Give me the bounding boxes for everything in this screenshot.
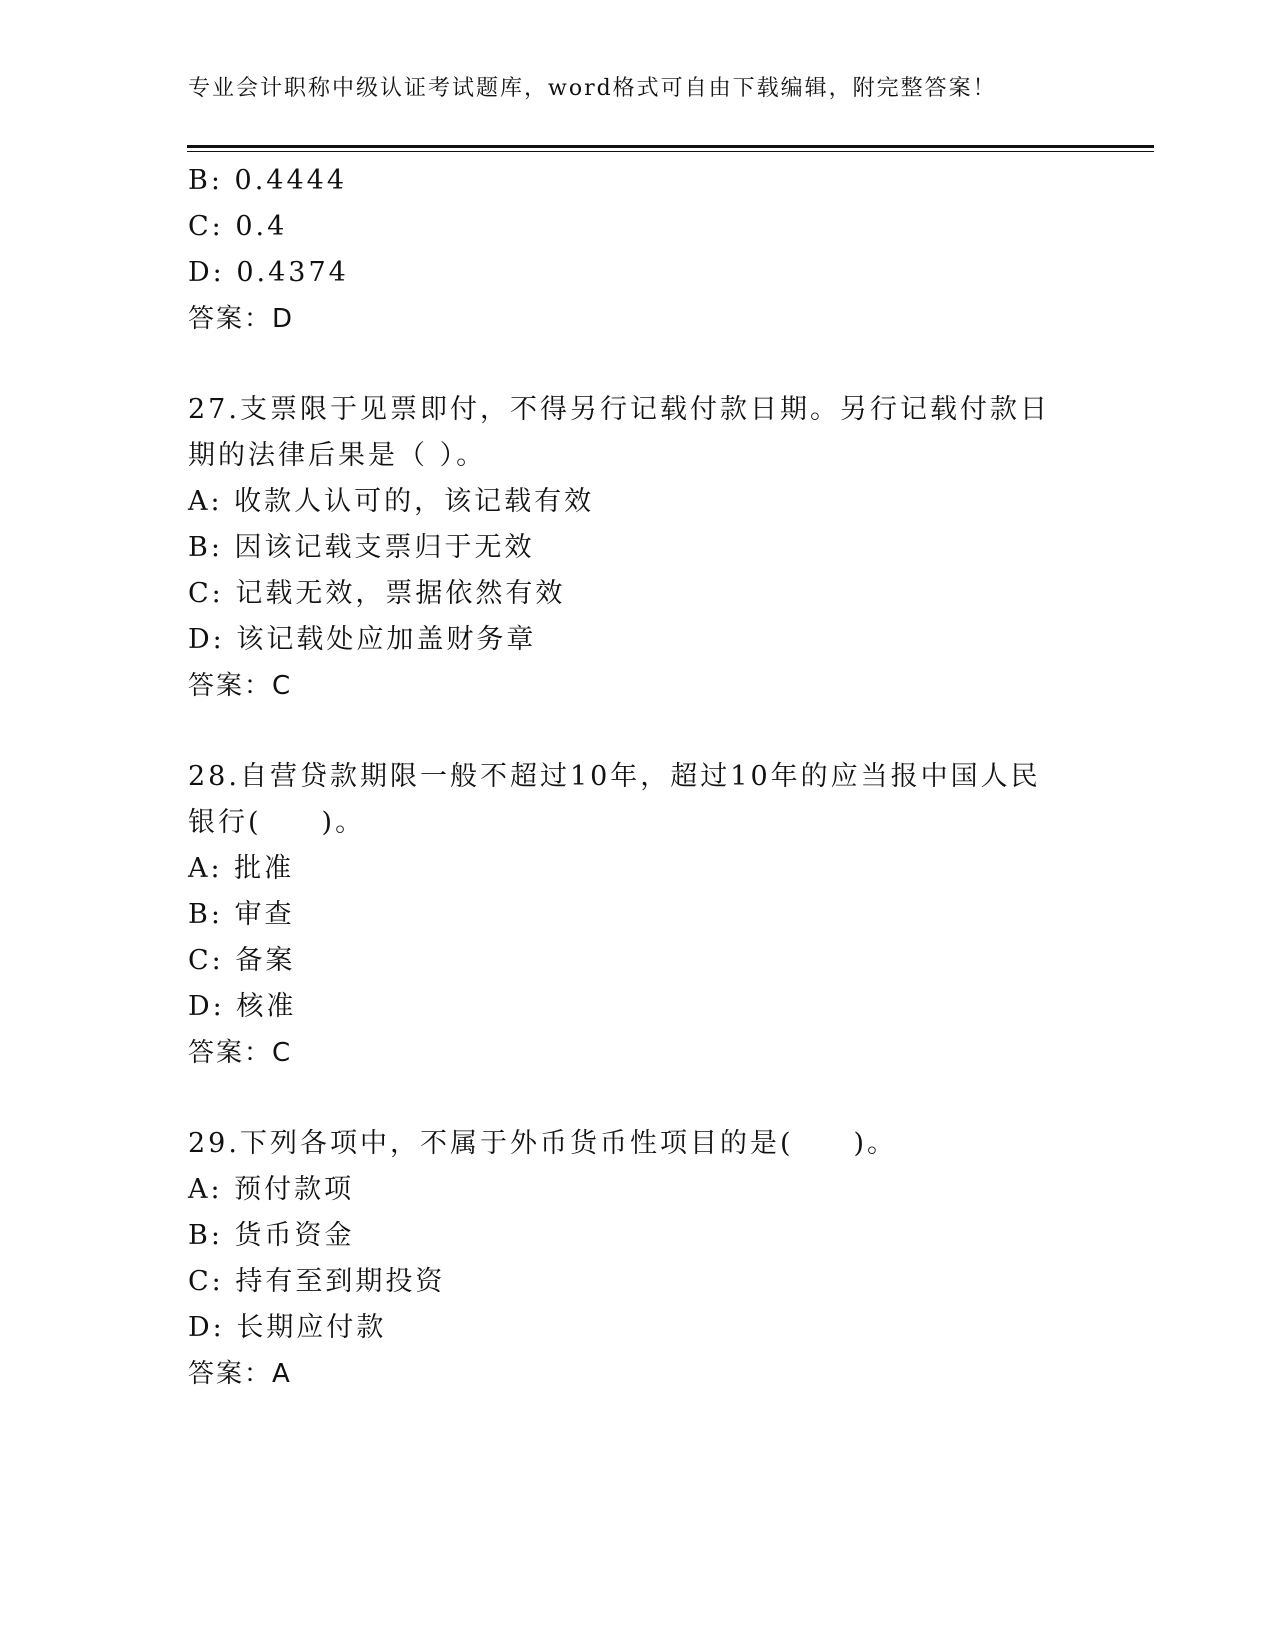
page-header: 专业会计职称中级认证考试题库，word格式可自由下载编辑，附完整答案！ <box>188 76 997 101</box>
option-c: C: 备案 <box>188 945 296 976</box>
question-stem: 29.下列各项中，不属于外币货币性项目的是( )。 <box>188 1128 898 1159</box>
option-b: B: 货币资金 <box>188 1220 355 1251</box>
option-d: D: 核准 <box>188 991 297 1022</box>
spacer <box>188 342 1088 387</box>
question-block <box>188 158 1088 342</box>
question-block <box>188 754 1088 1076</box>
option-b: B: 0.4444 <box>188 165 347 196</box>
question-stem: 27.支票限于见票即付，不得另行记载付款日期。另行记载付款日期的法律后果是（ ）。 <box>188 394 1050 471</box>
option-c: C: 0.4 <box>188 211 288 242</box>
option-d: D: 0.4374 <box>188 257 349 288</box>
option-c: C: 记载无效，票据依然有效 <box>188 578 566 609</box>
answer-line: 答案：C <box>188 1038 293 1068</box>
question-list <box>188 158 1088 1397</box>
option-b: B: 因该记载支票归于无效 <box>188 532 535 563</box>
header-rule-thin <box>187 151 1154 152</box>
option-a: A: 收款人认可的，该记载有效 <box>188 486 595 517</box>
option-d: D: 长期应付款 <box>188 1312 387 1343</box>
question-stem: 28.自营贷款期限一般不超过10年，超过10年的应当报中国人民银行( )。 <box>188 761 1041 838</box>
question-block <box>188 387 1088 709</box>
option-b: B: 审查 <box>188 899 295 930</box>
answer-line: 答案：C <box>188 671 293 701</box>
option-d: D: 该记载处应加盖财务章 <box>188 624 537 655</box>
answer-line: 答案：A <box>188 1359 292 1389</box>
question-block <box>188 1121 1088 1397</box>
answer-line: 答案：D <box>188 304 295 334</box>
option-c: C: 持有至到期投资 <box>188 1266 446 1297</box>
spacer <box>188 709 1088 754</box>
option-a: A: 预付款项 <box>188 1174 355 1205</box>
header-rule-thick <box>187 145 1154 148</box>
option-a: A: 批准 <box>188 853 295 884</box>
spacer <box>188 1076 1088 1121</box>
